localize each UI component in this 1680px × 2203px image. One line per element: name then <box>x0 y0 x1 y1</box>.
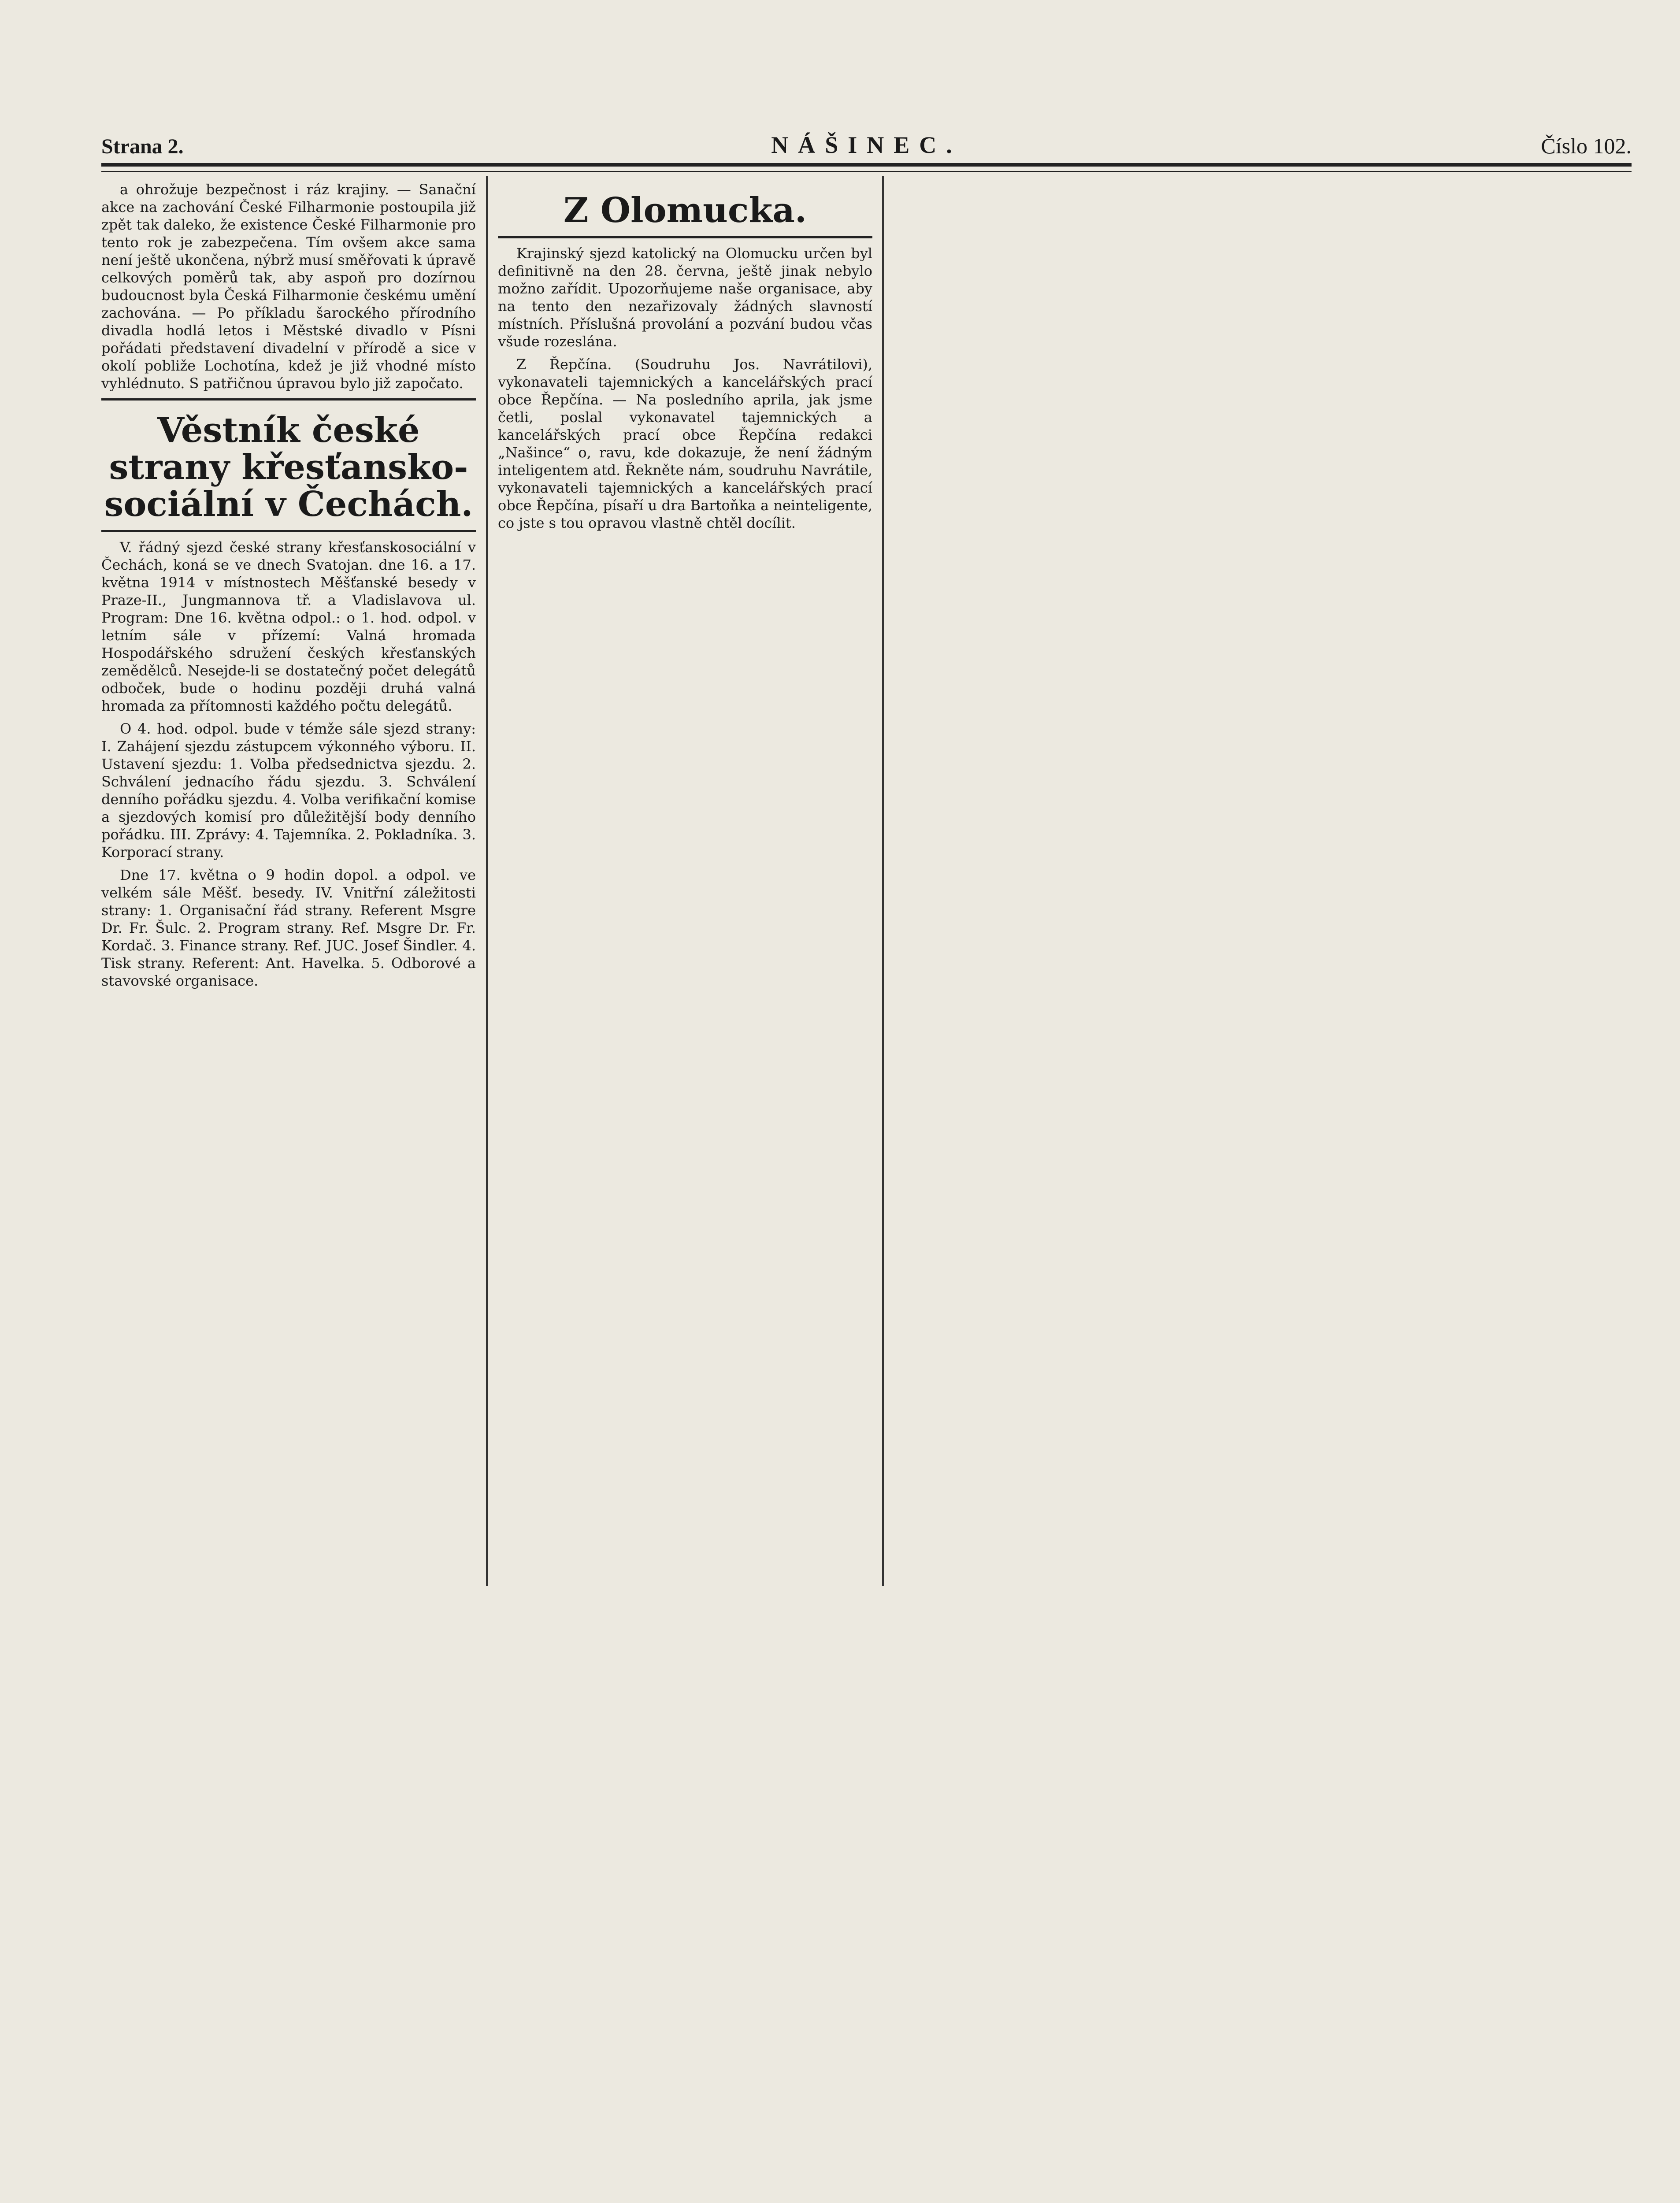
column-2 <box>498 181 872 537</box>
column-1 <box>101 181 476 995</box>
column-divider <box>486 176 488 1586</box>
header-rule <box>101 163 1632 172</box>
article-text: Krajinský sjezd katolický na Olomucku určen byl definitivně na den 28. června, ještě jinak nebylo možno zařídit. Upozorňujeme naše organisace, aby na tento den nezařizovaly žádných slavností místních. Příslušná provolání a pozvání budou včas všude rozeslána. <box>498 245 872 350</box>
section-rule <box>498 236 872 238</box>
article-text: Dne 17. května o 9 hodin dopol. a odpol. ve velkém sále Měšť. besedy. IV. Vnitřní záležitosti strany: 1. Organisační řád strany. Referent Msgre Dr. Fr. Šulc. 2. Program strany. Ref. Msgre Dr. Fr. Kordač. 3. Finance strany. Ref. JUC. Josef Šindler. 4. Tisk strany. Referent: Ant. Havelka. 5. Odborové a stavovské organisace. <box>101 867 476 989</box>
section-heading: Z Olomucka. <box>563 190 807 230</box>
column-divider <box>882 176 884 1586</box>
section-heading: Věstník české strany křesťansko-sociální v Čechách. <box>104 410 473 524</box>
section-rule <box>101 530 476 532</box>
page-header <box>101 128 1632 163</box>
article-text: V. řádný sjezd české strany křesťanskosociální v Čechách, koná se ve dnech Svatojan. dne 16. a 17. května 1914 v místnostech Měšťanské besedy v Praze-II., Jungmannova tř. a Vladislavova ul. Program: Dne 16. května odpol.: o 1. hod. odpol. v letním sále v přízemí: Valná hromada Hospodářského sdružení českých křesťanských zemědělců. Nesejde-li se dostatečný počet delegátů odboček, bude o hodinu později druhá valná hromada za přítomnosti každého počtu delegátů. <box>101 539 476 714</box>
article-text: O 4. hod. odpol. bude v témže sále sjezd strany: I. Zahájení sjezdu zástupcem výkonného výboru. II. Ustavení sjezdu: 1. Volba předsednictva sjezdu. 2. Schválení jednacího řádu sjezdu. 3. Schválení denního pořádku sjezdu. 4. Volba verifikační komise a sjezdových komisí pro důležitější body denního pořádku. III. Zprávy: 4. Tajemníka. 2. Pokladníka. 3. Korporací strany. <box>101 720 476 860</box>
article-text: Z Řepčína. (Soudruhu Jos. Navrátilovi), vykonavateli tajemnických a kancelářských prací obce Řepčína. — Na posledního aprila, jak jsme četli, poslal vykonavatel tajemnických a kancelářských prací obce Řepčína redakci „Našince“ o, ravu, kde dokazuje, že není žádným inteligentem atd. Řekněte nám, soudruhu Navrátile, vykonavateli tajemnických a kancelářských prací obce Řepčína, písaří u dra Bartoňka a neinteligente, co jste s tou opravou vlastně chtěl docílit. <box>498 356 872 531</box>
article-text: a ohrožuje bezpečnost i ráz krajiny. — Sanační akce na zachování České Filharmonie postoupila již zpět tak daleko, že existence České Filharmonie pro tento rok je zabezpečena. Tím ovšem akce sama není ještě ukončena, nýbrž musí směřovati k úpravě celkových poměrů tak, aby aspoň pro dozírnou budoucnost byla Česká Filharmonie českému umění zachována. — Po příkladu šarockého přírodního divadla hodlá letos i Městské divadlo v Písni pořádati představení divadelní v přírodě a sice v okolí pobliže Lochotína, kdež je již vhodné místo vyhlédnuto. S patřičnou úpravou bylo již započato. <box>101 181 476 392</box>
page-label: Strana 2. <box>101 135 184 158</box>
masthead-title: NÁŠINEC. <box>771 132 962 158</box>
section-rule <box>101 398 476 401</box>
issue-number: Číslo 102. <box>1541 134 1632 158</box>
